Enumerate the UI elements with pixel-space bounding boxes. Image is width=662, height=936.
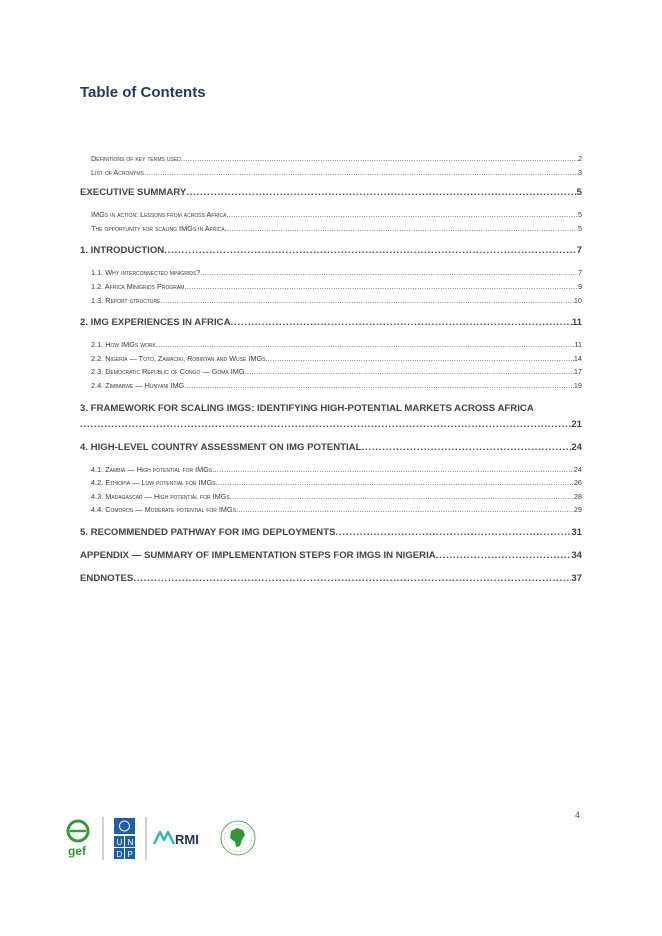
undp-letter: P <box>127 850 133 859</box>
toc-entry-zimbabwe[interactable] <box>80 379 582 393</box>
toc-title: Table of Contents <box>80 84 206 101</box>
toc-entry-label: 4. HIGH-LEVEL COUNTRY ASSESSMENT ON IMG POTENTIAL <box>80 441 362 453</box>
toc-entry-pathway[interactable] <box>80 525 582 541</box>
toc-entry-why-interconnected[interactable] <box>80 266 582 280</box>
toc-entry-label: ENDNOTES <box>80 572 134 584</box>
dot-leader <box>181 152 578 166</box>
dot-leader <box>186 185 576 201</box>
toc-entry-africa-minigrids[interactable] <box>80 280 582 294</box>
undp-letter: N <box>127 838 134 847</box>
toc-entry-label: 1. INTRODUCTION <box>80 245 165 257</box>
dot-leader <box>160 294 573 308</box>
toc-entry-page: 7 <box>576 245 582 257</box>
dot-leader <box>216 476 574 490</box>
toc-entry-page: 29 <box>573 505 582 515</box>
toc-entry-label: 2. IMG EXPERIENCES IN AFRICA <box>80 317 231 329</box>
undp-letter: D <box>116 850 123 859</box>
toc-entry-label: 4.1. Zambia — High potential for IMGs <box>91 464 213 474</box>
toc-entry-label: 2.1. How IMGs work <box>91 340 156 350</box>
dot-leader <box>80 417 571 433</box>
toc-entry-label: 1.1. Why interconnected minigrids? <box>91 268 201 278</box>
amp-logo <box>154 832 199 847</box>
toc-entry-page: 7 <box>577 268 582 278</box>
undp-letter: U <box>116 838 123 847</box>
dot-leader <box>336 525 572 541</box>
dot-leader <box>184 280 578 294</box>
toc-entry-madagascar[interactable] <box>80 490 582 504</box>
toc-entry-label: IMGs in action: Lessons from across Africa <box>91 210 227 220</box>
undp-logo <box>114 818 135 859</box>
toc-entry-nigeria[interactable] <box>80 352 582 366</box>
toc-entry-zambia[interactable] <box>80 463 582 477</box>
toc-entry-opportunity[interactable] <box>80 222 582 236</box>
dot-leader <box>265 352 573 366</box>
toc-entry-page: 17 <box>573 367 582 377</box>
gef-logo <box>68 821 88 858</box>
toc-entry-page: 24 <box>571 441 582 453</box>
dot-leader <box>361 440 571 456</box>
toc-entry-label: 4.2. Ethiopia — Low potential for IMGs <box>91 478 216 488</box>
toc-entry-comoros[interactable] <box>80 503 582 517</box>
toc-entry-report-structure[interactable] <box>80 294 582 308</box>
toc-entry-page: 2 <box>577 154 582 163</box>
page-number: 4 <box>575 810 581 820</box>
dot-leader <box>200 266 578 280</box>
dot-leader <box>226 208 578 222</box>
dot-leader <box>156 338 575 352</box>
gef-logo-text: gef <box>68 844 86 858</box>
table-of-contents <box>80 152 582 587</box>
dot-leader <box>436 548 572 564</box>
toc-entry-label: 1.3. Report structure <box>91 295 161 305</box>
toc-entry-country-assessment[interactable] <box>80 440 582 456</box>
toc-entry-label: 5. RECOMMENDED PATHWAY FOR IMG DEPLOYMENTS <box>80 526 336 538</box>
dot-leader <box>133 571 571 587</box>
dot-leader <box>212 463 574 477</box>
dot-leader <box>245 365 574 379</box>
toc-entry-page: 11 <box>574 340 582 350</box>
dot-leader <box>236 503 574 517</box>
toc-entry-page: 37 <box>571 572 582 584</box>
toc-entry-img-experiences[interactable] <box>80 315 582 331</box>
toc-entry-page: 24 <box>573 464 582 474</box>
toc-entry-framework[interactable] <box>80 401 582 433</box>
toc-entry-page: 5 <box>577 223 582 233</box>
toc-entry-page: 5 <box>577 210 582 220</box>
toc-entry-label: 4.3. Madagascar — High potential for IMGs <box>91 491 230 501</box>
toc-entry-page: 9 <box>577 281 582 291</box>
toc-entry-appendix[interactable] <box>80 548 582 564</box>
toc-entry-label: APPENDIX — SUMMARY OF IMPLEMENTATION STEPS FOR IMGS IN NIGERIA <box>80 549 436 561</box>
dot-leader <box>225 222 578 236</box>
toc-entry-ethiopia[interactable] <box>80 476 582 490</box>
toc-entry-acronyms[interactable] <box>80 166 582 180</box>
toc-entry-label: The opportunity for scaling IMGs in Africa <box>91 223 225 233</box>
dot-leader <box>144 166 578 180</box>
toc-entry-page: 3 <box>577 167 582 177</box>
toc-entry-executive-summary[interactable] <box>80 185 582 201</box>
toc-entry-page: 11 <box>571 317 582 329</box>
toc-entry-page: 34 <box>571 549 582 561</box>
toc-entry-page: 10 <box>573 295 582 305</box>
toc-entry-introduction[interactable] <box>80 243 582 259</box>
toc-entry-page: 5 <box>576 187 582 199</box>
toc-entry-how-imgs-work[interactable] <box>80 338 582 352</box>
toc-entry-label: 2.3. Democratic Republic of Congo — Goma IMG <box>91 367 245 377</box>
toc-entry-definitions[interactable] <box>80 152 582 166</box>
partner-logos <box>64 814 274 864</box>
toc-entry-page: 19 <box>573 380 582 390</box>
toc-entry-label: List of Acronyms <box>91 167 144 177</box>
toc-entry-page: 31 <box>571 526 582 538</box>
toc-entry-label: 2.2. Nigeria — Toto, Zawaciki, Robinyan and Wuse IMGs <box>91 353 266 363</box>
toc-entry-label: 3. FRAMEWORK FOR SCALING IMGS: IDENTIFYING HIGH-POTENTIAL MARKETS ACROSS AFRICA <box>80 402 534 414</box>
toc-entry-page: 14 <box>573 353 582 363</box>
dot-leader <box>164 243 576 259</box>
amp-logo-text: RMI <box>175 832 199 847</box>
dot-leader <box>230 490 574 504</box>
toc-entry-page: 28 <box>573 491 582 501</box>
toc-entry-page: 21 <box>571 418 582 430</box>
dot-leader <box>231 315 572 331</box>
toc-entry-drc[interactable] <box>80 365 582 379</box>
toc-entry-label: 1.2. Africa Minigrids Program <box>91 281 185 291</box>
toc-entry-endnotes[interactable] <box>80 571 582 587</box>
toc-entry-label: Definitions of key terms used <box>91 154 181 163</box>
toc-entry-imgs-in-action[interactable] <box>80 208 582 222</box>
toc-entry-label: 4.4. Comoros — Moderate potential for IMGs <box>91 505 237 515</box>
toc-entry-page: 26 <box>573 478 582 488</box>
afdb-seal-logo <box>221 821 255 855</box>
dot-leader <box>184 379 574 393</box>
toc-entry-label: EXECUTIVE SUMMARY <box>80 187 187 199</box>
toc-entry-label: 2.4. Zimbabwe — Hunyani IMG <box>91 380 185 390</box>
